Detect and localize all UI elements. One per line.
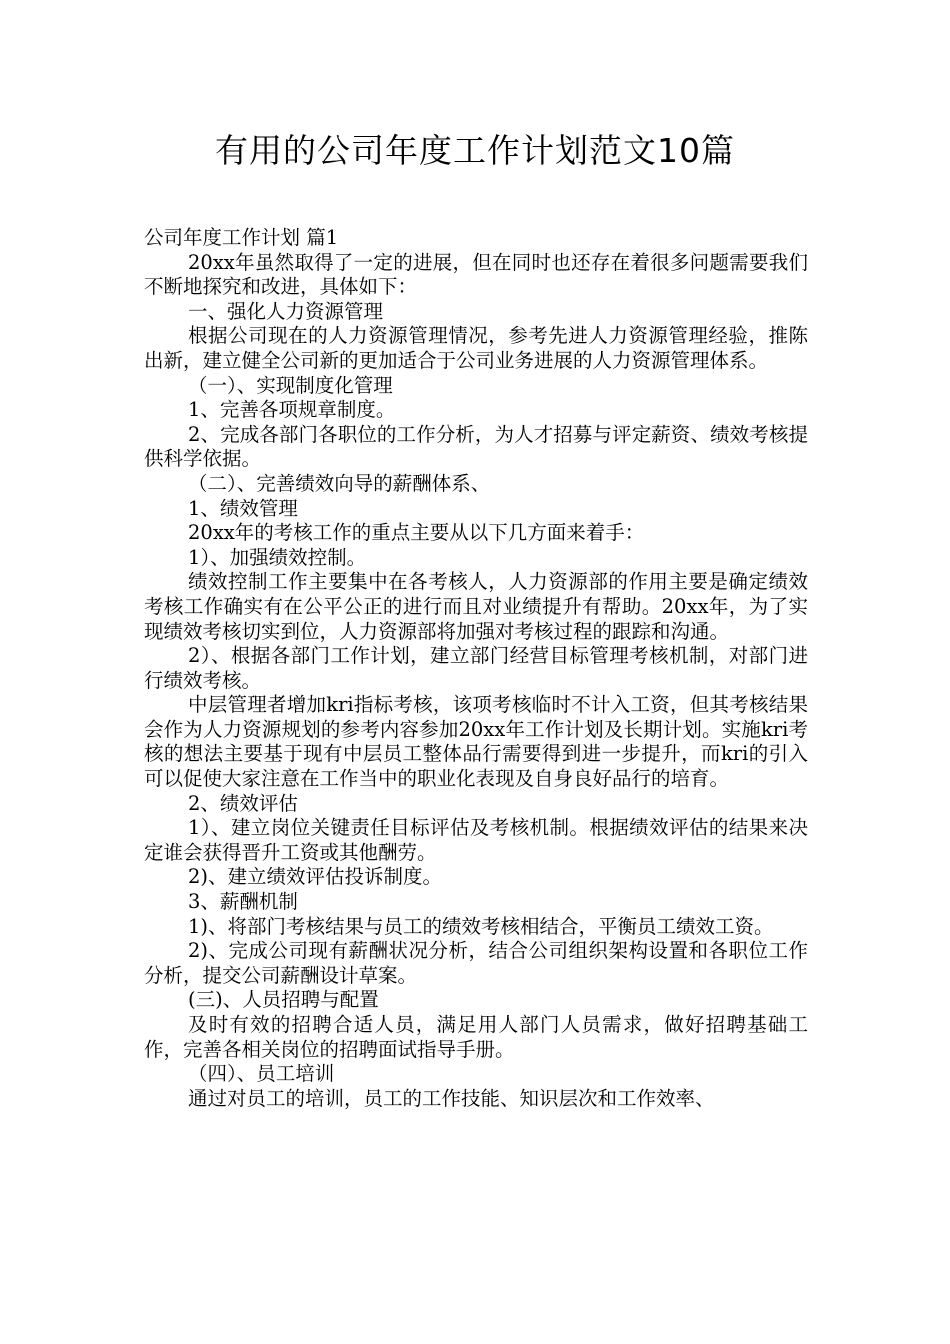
paragraph: （一）、实现制度化管理 — [188, 373, 393, 397]
paragraph: 2)、建立绩效评估投诉制度。 — [188, 865, 443, 889]
paragraph: 2、完成各部门各职位的工作分析，为人才招募与评定薪资、绩效考核提供科学依据。 — [144, 422, 808, 471]
paragraph: （四）、员工培训 — [188, 1062, 335, 1086]
document-body — [144, 226, 808, 1111]
paragraph: 20xx年的考核工作的重点主要从以下几方面来着手： — [188, 521, 645, 545]
paragraph: 一、强化人力资源管理 — [188, 299, 384, 323]
paragraph: 20xx年虽然取得了一定的进展，但在同时也还存在着很多问题需要我们不断地探究和改进，具体如下： — [144, 250, 808, 299]
paragraph: 1、绩效管理 — [188, 496, 298, 520]
paragraph: 2）、根据各部门工作计划，建立部门经营目标管理考核机制，对部门进行绩效考核。 — [144, 644, 808, 692]
paragraph: （二）、完善绩效向导的薪酬体系、 — [188, 471, 491, 495]
paragraph: 中层管理者增加kri指标考核，该项考核临时不计入工资，但其考核结果会作为人力资源规划的参考内容参加20xx年工作计划及长期计划。实施kri考核的想法主要基于现有中层员工整体品行需要得到进一步提升，而kri的引入可以促使大家注意在工作当中的职业化表现及自身良好品行的培育。 — [144, 693, 808, 791]
section-heading: 公司年度工作计划 篇1 — [144, 226, 339, 249]
paragraph: 根据公司现在的人力资源管理情况，参考先进人力资源管理经验，推陈出新，建立健全公司新的更加适合于公司业务进展的人力资源管理体系。 — [144, 324, 808, 372]
paragraph: (三)、人员招聘与配置 — [188, 988, 379, 1012]
paragraph: 1、完善各项规章制度。 — [188, 398, 396, 422]
paragraph: 绩效控制工作主要集中在各考核人，人力资源部的作用主要是确定绩效考核工作确实有在公平公正的进行而且对业绩提升有帮助。20xx年，为了实现绩效考核切实到位，人力资源部将加强对考核过程的跟踪和沟通。 — [144, 570, 808, 643]
paragraph: 通过对员工的培训，员工的工作技能、知识层次和工作效率、 — [188, 1086, 715, 1110]
paragraph: 1）、加强绩效控制。 — [188, 545, 367, 569]
paragraph: 及时有效的招聘合适人员，满足用人部门人员需求，做好招聘基础工作，完善各相关岗位的招聘面试指导手册。 — [144, 1013, 808, 1061]
paragraph: 2、绩效评估 — [188, 791, 298, 815]
paragraph: 1）、建立岗位关键责任目标评估及考核机制。根据绩效评估的结果来决定谁会获得晋升工资或其他酬劳。 — [144, 816, 808, 864]
paragraph: 3、薪酬机制 — [188, 890, 298, 914]
paragraph: 2)、完成公司现有薪酬状况分析，结合公司组织架构设置和各职位工作分析，提交公司薪酬设计草案。 — [144, 939, 808, 987]
document-title: 有用的公司年度工作计划范文10篇 — [215, 131, 735, 170]
paragraph: 1)、将部门考核结果与员工的绩效考核相结合，平衡员工绩效工资。 — [188, 914, 774, 938]
